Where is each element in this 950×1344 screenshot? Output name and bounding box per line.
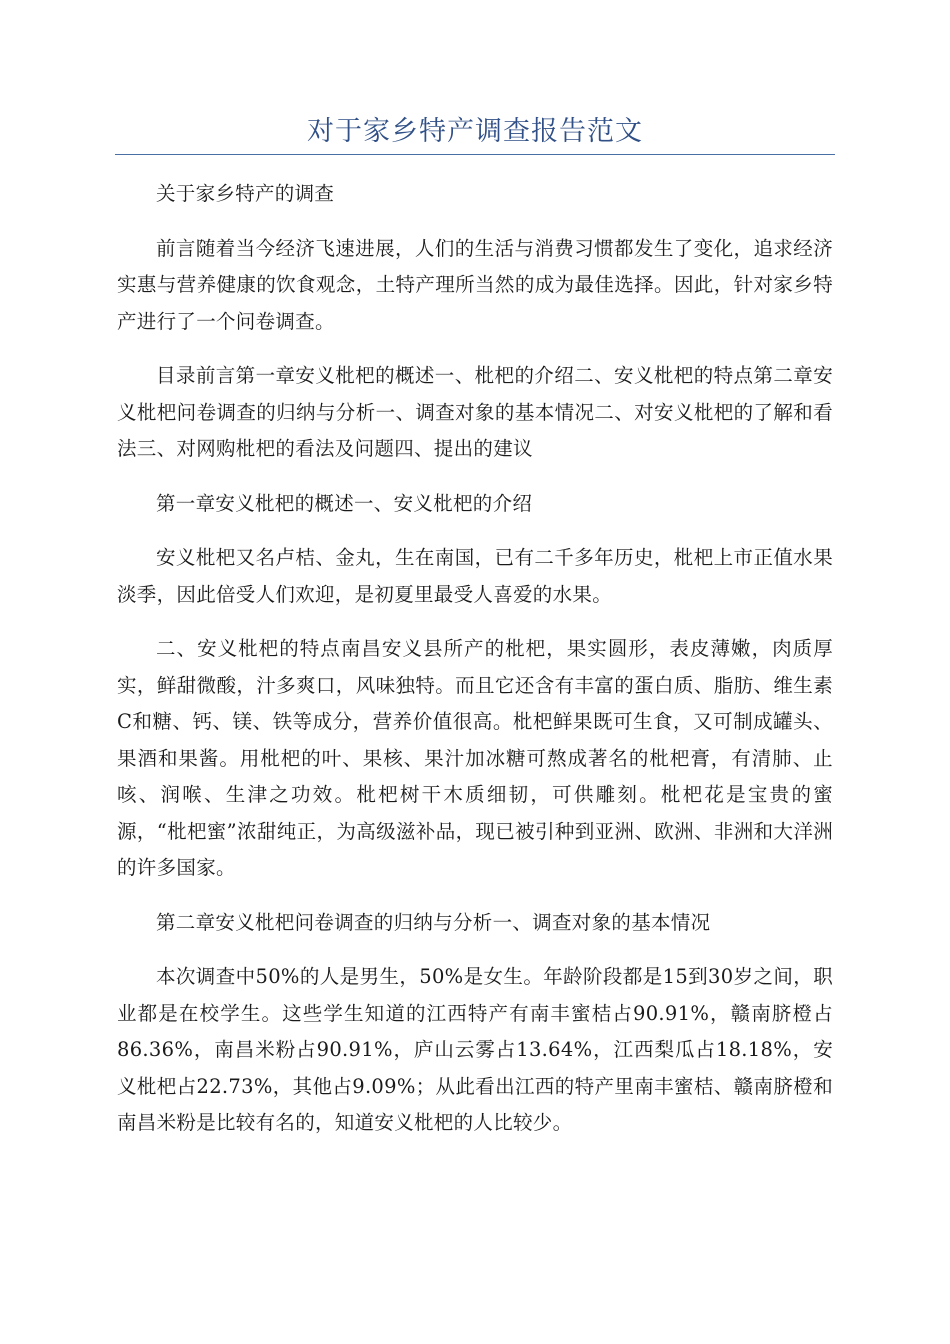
paragraph-loquat-features: 二、安义枇杷的特点南昌安义县所产的枇杷，果实圆形，表皮薄嫩，肉质厚实，鲜甜微酸，汁多爽口，风味独特。而且它还含有丰富的蛋白质、脂肪、维生素C和糖、钙、镁、铁等成分，营养价值很高。枇杷鲜果既可生食，又可制成罐头、果酒和果酱。用枇杷的叶、果核、果汁加冰糖可熬成著名的枇杷膏，有清肺、止咳、润喉、生津之功效。枇杷树干木质细韧，可供雕刻。枇杷花是宝贵的蜜源，“枇杷蜜”浓甜纯正，为高级滋补品，现已被引种到亚洲、欧洲、非洲和大洋洲的许多国家。 bbox=[117, 637, 833, 879]
paragraph-chapter1-heading: 第一章安义枇杷的概述一、安义枇杷的介绍 bbox=[156, 491, 533, 515]
paragraph-loquat-intro: 安义枇杷又名卢桔、金丸，生在南国，已有二千多年历史，枇杷上市正值水果淡季，因此倍受人们欢迎，是初夏里最受人喜爱的水果。 bbox=[117, 546, 833, 606]
title-underline bbox=[115, 154, 835, 155]
document-title: 对于家乡特产调查报告范文 bbox=[307, 116, 643, 147]
paragraph-contents: 目录前言第一章安义枇杷的概述一、枇杷的介绍二、安义枇杷的特点第二章安义枇杷问卷调查的归纳与分析一、调查对象的基本情况二、对安义枇杷的了解和看法三、对网购枇杷的看法及问题四、提出的建议 bbox=[117, 364, 833, 460]
paragraph-preface: 前言随着当今经济飞速进展，人们的生活与消费习惯都发生了变化，追求经济实惠与营养健康的饮食观念，土特产理所当然的成为最佳选择。因此，针对家乡特产进行了一个问卷调查。 bbox=[117, 236, 833, 333]
paragraph-subtitle: 关于家乡特产的调查 bbox=[156, 182, 335, 205]
paragraph-survey-results: 本次调查中50%的人是男生，50%是女生。年龄阶段都是15到30岁之间，职业都是在校学生。这些学生知道的江西特产有南丰蜜桔占90.91%，赣南脐橙占86.36%，南昌米粉占90.91%，庐山云雾占13.64%，江西梨瓜占18.18%，安义枇杷占22.73%，其他占9.09%；从此看出江西的特产里南丰蜜桔、赣南脐橙和南昌米粉是比较有名的，知道安义枇杷的人比较少。 bbox=[117, 965, 833, 1134]
paragraph-chapter2-heading: 第二章安义枇杷问卷调查的归纳与分析一、调查对象的基本情况 bbox=[156, 910, 711, 934]
document-body bbox=[117, 176, 833, 1160]
